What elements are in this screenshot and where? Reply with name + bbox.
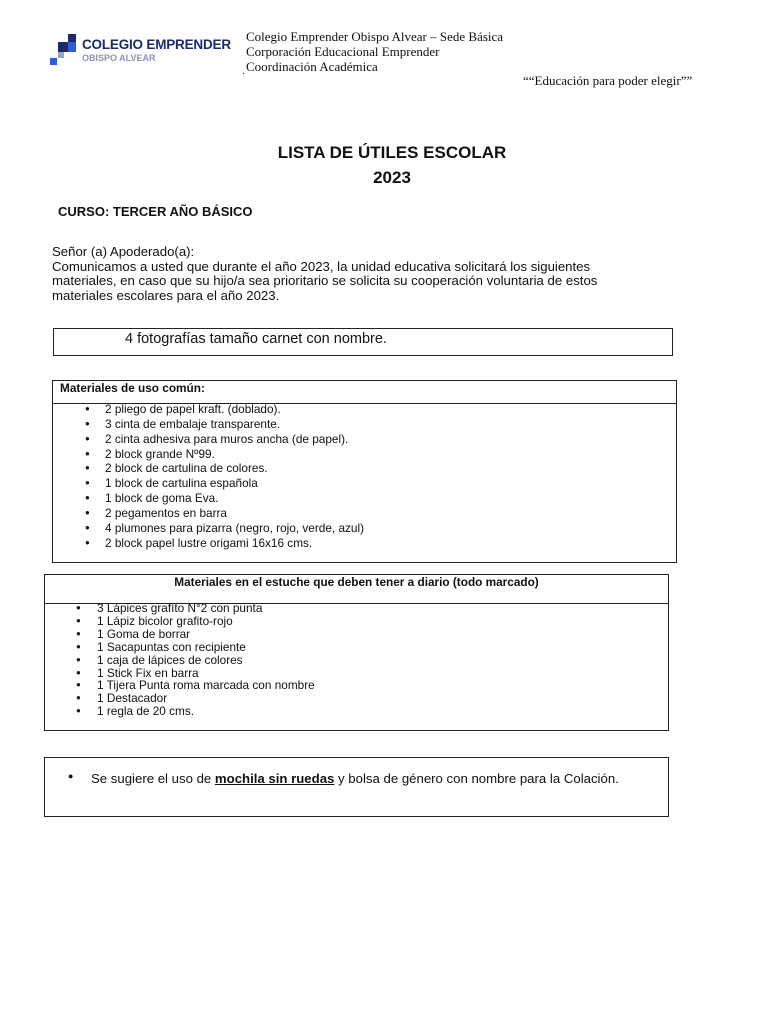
note-text-after: y bolsa de género con nombre para la Colación. xyxy=(334,771,619,786)
intro-line: materiales escolares para el año 2023. xyxy=(52,287,280,303)
list-item: ● 1 caja de lápices de colores xyxy=(97,654,668,667)
list-item: ● 1 Stick Fix en barra xyxy=(97,667,668,680)
bullet-icon: ● xyxy=(68,771,74,781)
logo-square xyxy=(58,42,68,52)
school-motto: ““Educación para poder elegir”” xyxy=(523,73,693,88)
logo-square xyxy=(68,34,76,42)
school-logo xyxy=(46,34,236,70)
list-item: ● 1 regla de 20 cms. xyxy=(97,705,668,718)
list-item: ● 2 block grande Nº99. xyxy=(105,447,676,462)
header-line: Corporación Educacional Emprender xyxy=(246,44,440,59)
list-item: ● 2 pliego de papel kraft. (doblado). xyxy=(105,402,676,417)
page-year: 2023 xyxy=(373,168,411,187)
backpack-note xyxy=(91,771,651,786)
list-item: ● 1 Destacador xyxy=(97,692,668,705)
list-item: ● 1 Lápiz bicolor grafito-rojo xyxy=(97,615,668,628)
list-item: ● 3 cinta de embalaje transparente. xyxy=(105,417,676,432)
pencil-case-box xyxy=(44,574,669,731)
list-item: ● 2 cinta adhesiva para muros ancha (de papel). xyxy=(105,432,676,447)
intro-greeting: Señor (a) Apoderado(a): xyxy=(52,244,195,259)
logo-square xyxy=(58,52,64,58)
school-header xyxy=(246,29,503,74)
intro-line: materiales, en caso que su hijo/a sea prioritario se solicita su cooperación voluntaria de estos xyxy=(52,273,598,288)
note-emphasis: mochila sin ruedas xyxy=(214,771,335,786)
pencil-case-list xyxy=(45,602,668,718)
common-materials-heading: Materiales de uso común: xyxy=(53,381,676,404)
list-item: ● 3 Lápices grafíto N°2 con punta xyxy=(97,602,668,615)
list-item: ● 1 block de cartulina española xyxy=(105,476,676,491)
logo-square xyxy=(50,58,57,65)
list-item: ● 1 Goma de borrar xyxy=(97,628,668,641)
list-item: ● 2 block de cartulina de colores. xyxy=(105,461,676,476)
list-item: ● 1 Sacapuntas con recipiente xyxy=(97,641,668,654)
list-item: ● 2 pegamentos en barra xyxy=(105,506,676,521)
page-title: LISTA DE ÚTILES ESCOLAR xyxy=(277,143,507,162)
course-label: CURSO: TERCER AÑO BÁSICO xyxy=(58,204,253,219)
list-item: ● 1 block de goma Eva. xyxy=(105,491,676,506)
logo-mark-icon xyxy=(46,34,76,68)
common-materials-list xyxy=(53,402,676,550)
header-line: Coordinación Académica xyxy=(246,59,378,74)
common-materials-box xyxy=(52,380,677,563)
note-text-before: Se sugiere el uso de xyxy=(91,771,215,786)
list-item: ● 1 Tijera Punta roma marcada con nombre xyxy=(97,679,668,692)
pencil-case-heading: Materiales en el estuche que deben tener a diario (todo marcado) xyxy=(45,575,668,604)
logo-name: COLEGIO EMPRENDER xyxy=(82,37,231,52)
intro-paragraph xyxy=(52,245,712,303)
intro-line: Comunicamos a usted que durante el año 2023, la unidad educativa solicitará los siguientes xyxy=(52,258,591,274)
header-line: Colegio Emprender Obispo Alvear – Sede Básica xyxy=(246,29,504,44)
photos-text: 4 fotografías tamaño carnet con nombre. xyxy=(125,331,387,347)
logo-subtitle: OBISPO ALVEAR xyxy=(82,53,156,63)
photos-box xyxy=(53,328,673,356)
stray-dot: . xyxy=(242,66,245,77)
list-item: ● 4 plumones para pizarra (negro, rojo, verde, azul) xyxy=(105,521,676,536)
list-item: ● 2 block papel lustre origami 16x16 cms. xyxy=(105,536,676,551)
backpack-note-box xyxy=(44,757,669,817)
logo-square xyxy=(68,42,76,52)
